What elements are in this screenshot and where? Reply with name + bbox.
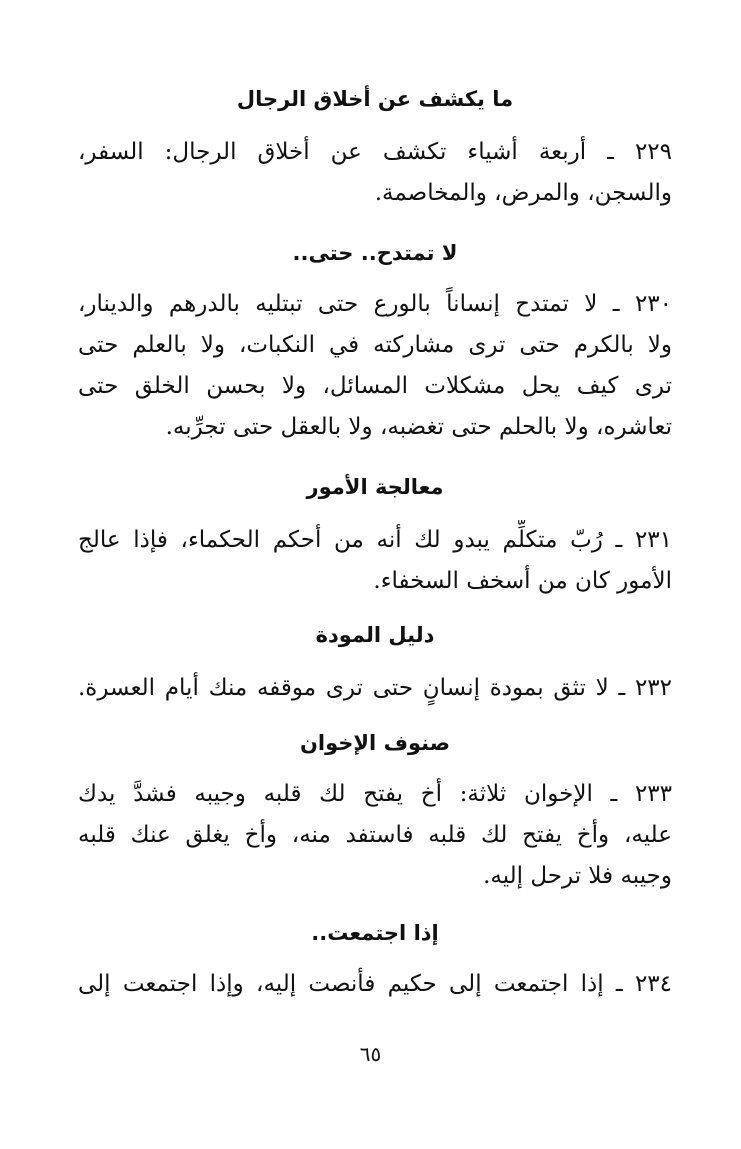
section-heading: إذا اجتمعت.. — [311, 921, 439, 945]
paragraph — [78, 774, 672, 897]
paragraph-line: ٢٣٢ ـ لا تثق بمودة إنسانٍ حتى ترى موقفه منك أيام العسرة. — [78, 675, 672, 701]
paragraph-line: وجيبه فلا ترحل إليه. — [483, 863, 672, 889]
paragraph — [78, 132, 672, 214]
paragraph-line: والسجن، والمرض، والمخاصمة. — [374, 180, 672, 206]
section-heading: معالجة الأمور — [306, 475, 444, 499]
paragraph — [78, 964, 672, 1005]
paragraph-line: ترى كيف يحل مشكلات المسائل، ولا بحسن الخلق حتى — [78, 373, 672, 399]
section-heading: صنوف الإخوان — [300, 731, 450, 755]
paragraph — [78, 520, 672, 602]
section-heading: ما يكشف عن أخلاق الرجال — [236, 87, 514, 111]
paragraph-line: ٢٣٣ ـ الإخوان ثلاثة: أخ يفتح لك قلبه وجيبه فشدَّ يدك — [78, 781, 672, 807]
paragraph-line: الأمور كان من أسخف السخفاء. — [373, 568, 672, 594]
paragraph-line: ٢٢٩ ـ أربعة أشياء تكشف عن أخلاق الرجال: السفر، — [78, 139, 672, 165]
paragraph-line: ٢٣٤ ـ إذا اجتمعت إلى حكيم فأنصت إليه، وإذا اجتمعت إلى — [78, 971, 672, 997]
paragraph — [78, 668, 672, 709]
paragraph-line: ٢٣٠ ـ لا تمتدح إنساناً بالورع حتى تبتليه بالدرهم والدينار، — [78, 291, 672, 317]
paragraph-line: تعاشره، ولا بالحلم حتى تغضبه، ولا بالعقل حتى تجرِّبه. — [165, 414, 672, 440]
paragraph-line: ٢٣١ ـ رُبّ متكلِّم يبدو لك أنه من أحكم الحكماء، فإذا عالج — [78, 527, 672, 553]
section-heading: لا تمتدح.. حتى.. — [292, 241, 458, 265]
paragraph — [78, 284, 672, 448]
paragraph-line: عليه، وأخ يفتح لك قلبه فاستفد منه، وأخ يغلق عنك قلبه — [78, 822, 672, 848]
paragraph-line: ولا بالكرم حتى ترى مشاركته في النكبات، ولا بالعلم حتى — [78, 332, 672, 358]
page-number: ٦٥ — [359, 1042, 382, 1066]
section-heading: دليل المودة — [315, 623, 435, 647]
